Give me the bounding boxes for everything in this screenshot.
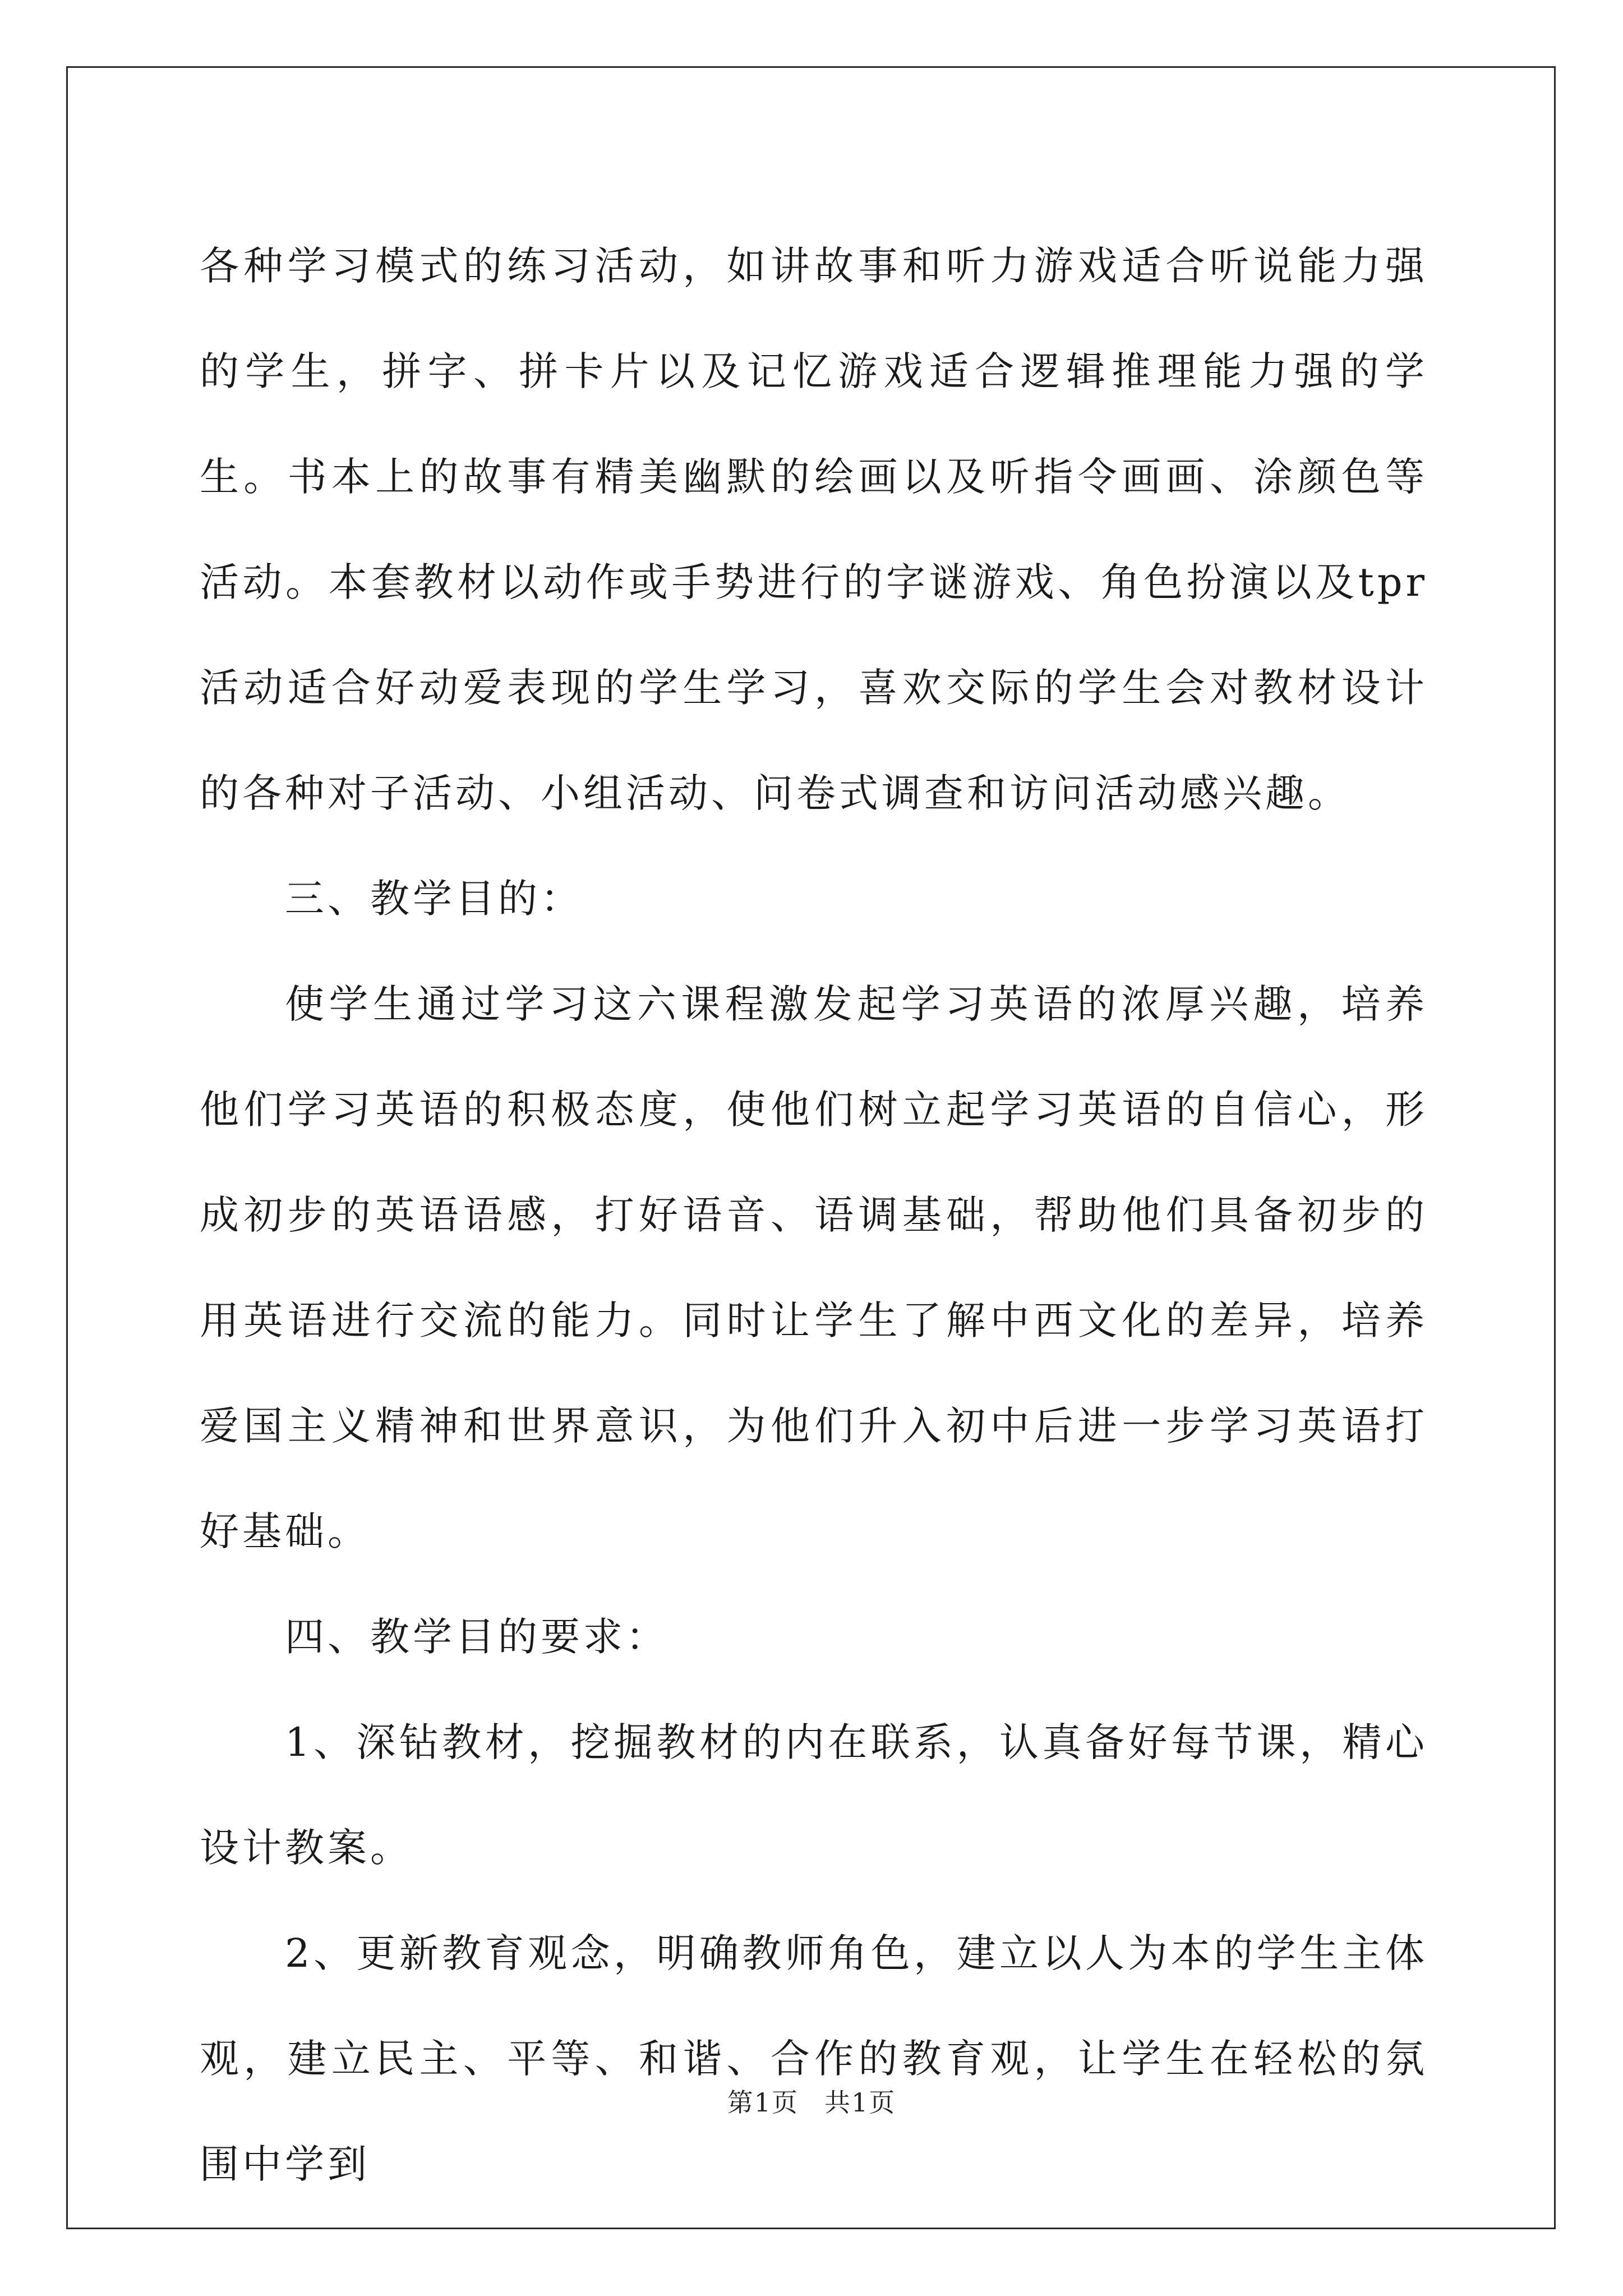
page-total: 共1页 (824, 2087, 896, 2118)
page-footer (0, 2086, 1623, 2119)
heading-teaching-requirements: 四、教学目的要求： (285, 1614, 668, 1660)
paragraph-requirement-2: 2、更新教育观念，明确教师角色，建立以人为本的学生主体观，建立民主、平等、和谐、合作的教育观，让学生在轻松的氛围中学到 (200, 1930, 1428, 2187)
page-number: 第1页 (727, 2087, 799, 2118)
heading-teaching-purpose: 三、教学目的： (285, 876, 583, 922)
document-body (200, 213, 1428, 2217)
paragraph-activities: 各种学习模式的练习活动，如讲故事和听力游戏适合听说能力强的学生，拼字、拼卡片以及记忆游戏适合逻辑推理能力强的学生。书本上的故事有精美幽默的绘画以及听指令画画、涂颜色等活动。本套教材以动作或手势进行的字谜游戏、角色扮演以及tpr活动适合好动爱表现的学生学习，喜欢交际的学生会对教材设计的各种对子活动、小组活动、问卷式调查和访问活动感兴趣。 (200, 243, 1428, 816)
paragraph-requirement-1: 1、深钻教材，挖掘教材的内在联系，认真备好每节课，精心设计教案。 (200, 1719, 1428, 1871)
paragraph-teaching-purpose: 使学生通过学习这六课程激发起学习英语的浓厚兴趣，培养他们学习英语的积极态度，使他们树立起学习英语的自信心，形成初步的英语语感，打好语音、语调基础，帮助他们具备初步的用英语进行交流的能力。同时让学生了解中西文化的差异，培养爱国主义精神和世界意识，为他们升入初中后进一步学习英语打好基础。 (200, 981, 1428, 1554)
